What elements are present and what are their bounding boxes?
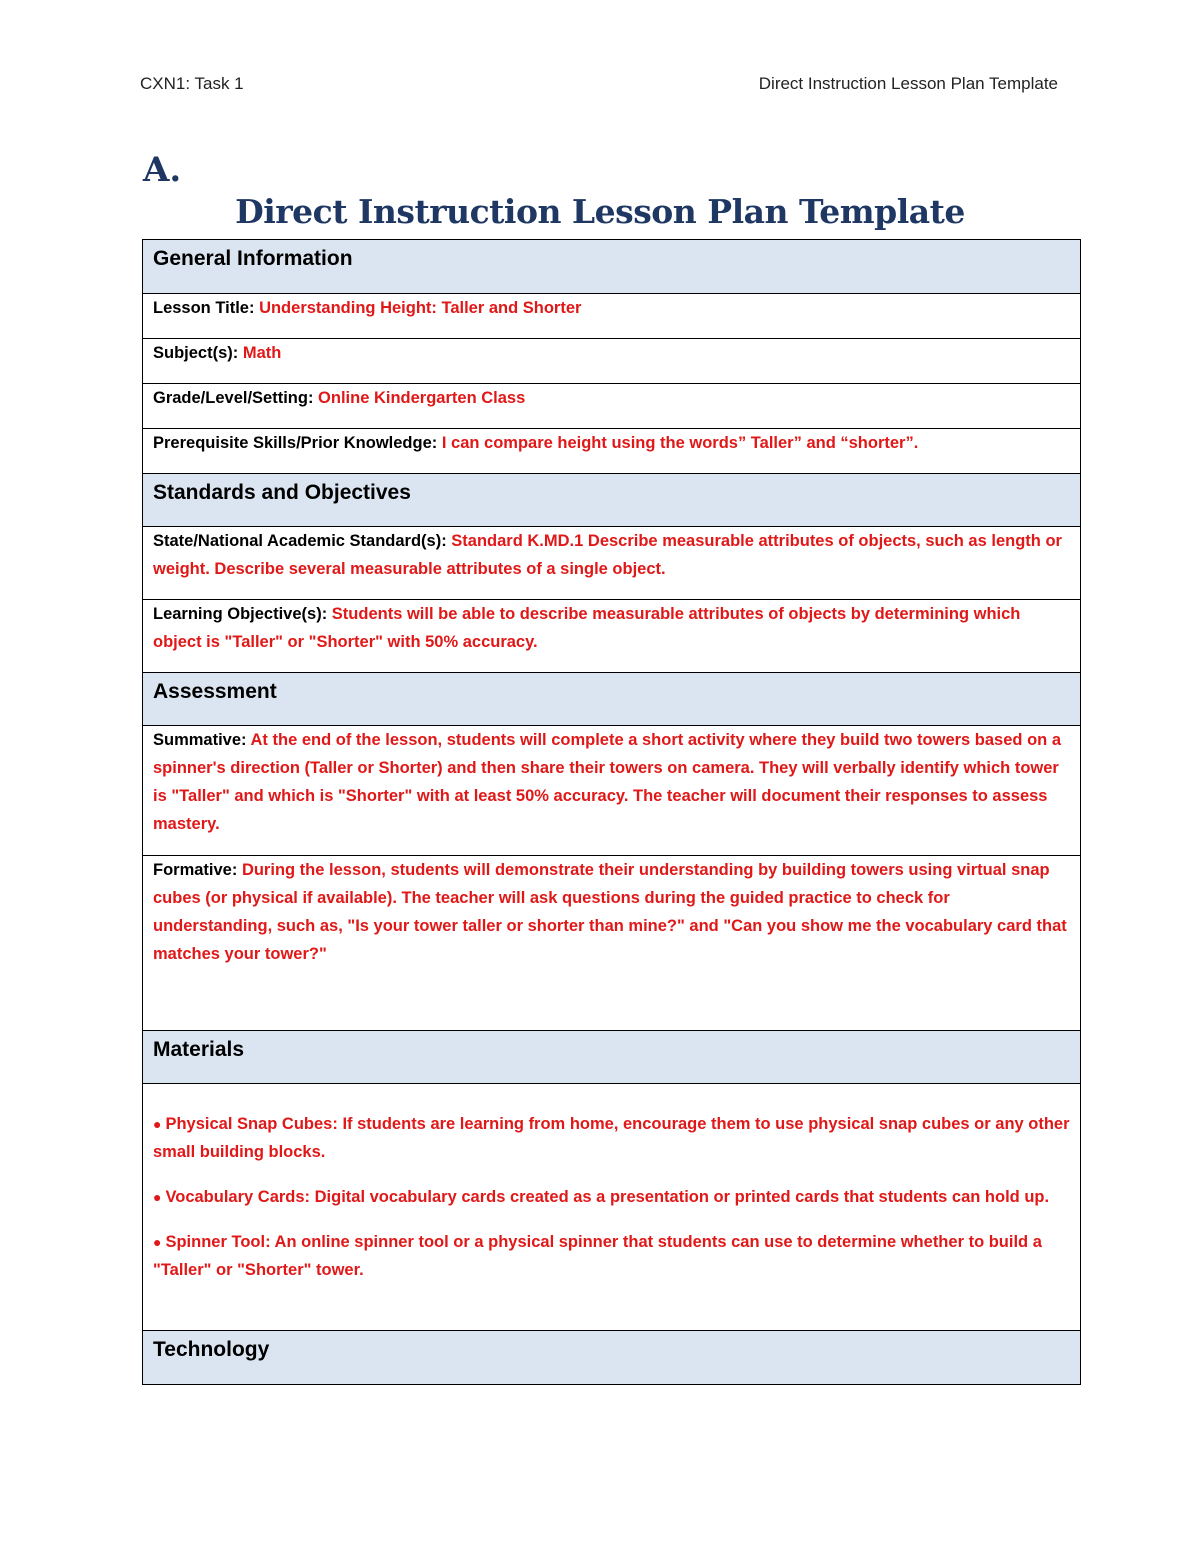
standard-value: Standard K.MD.1 Describe measurable attributes of objects, such as length or weight. Describe several measurable attributes of a single object. [153, 532, 1062, 578]
page-header-left: CXN1: Task 1 [140, 74, 244, 93]
bullet-icon: ● [153, 1189, 162, 1205]
materials-heading: Materials [143, 1031, 1081, 1084]
grade-value: Online Kindergarten Class [318, 389, 526, 407]
standard-row [143, 527, 1081, 600]
grade-label: Grade/Level/Setting: [153, 389, 319, 407]
materials-row [143, 1084, 1081, 1331]
standard-label: State/National Academic Standard(s): [153, 532, 452, 550]
subjects-label: Subject(s): [153, 344, 243, 362]
material-item: ● Physical Snap Cubes: If students are learning from home, encourage them to use physical snap cubes or any other small building blocks. [153, 1115, 1070, 1161]
summative-label: Summative: [153, 731, 251, 749]
section-heading-row [143, 240, 1081, 294]
material-item: ● Spinner Tool: An online spinner tool or a physical spinner that students can use to determine whether to build a "Taller" or "Shorter" tower. [153, 1233, 1042, 1279]
prerequisite-value: I can compare height using the words” Taller” and “shorter”. [441, 434, 919, 452]
document-title: Direct Instruction Lesson Plan Template [235, 192, 965, 231]
grade-row [143, 384, 1081, 429]
section-heading-row [143, 474, 1081, 527]
objective-row [143, 600, 1081, 673]
subjects-value: Math [242, 344, 282, 362]
lesson-title-value: Understanding Height: Taller and Shorter [259, 299, 582, 317]
page-header-right: Direct Instruction Lesson Plan Template [758, 74, 1058, 93]
subjects-row [143, 339, 1081, 384]
assessment-heading: Assessment [143, 673, 1081, 726]
section-heading-row [143, 673, 1081, 726]
technology-heading: Technology [143, 1331, 1081, 1385]
section-heading-row [143, 1031, 1081, 1084]
summative-value: At the end of the lesson, students will complete a short activity where they build two towers based on a spinner's direction (Taller or Shorter) and then share their towers on camera. They will verbally identify which tower is "Taller" and which is "Shorter" with at least 50% accuracy. The teacher will document their responses to assess mastery. [153, 731, 1061, 833]
section-heading-row [143, 1331, 1081, 1385]
formative-label: Formative: [153, 861, 242, 879]
section-letter: A. [143, 150, 182, 190]
standards-objectives-heading: Standards and Objectives [143, 474, 1081, 527]
prerequisite-row [143, 429, 1081, 474]
formative-value: During the lesson, students will demonstrate their understanding by building towers using virtual snap cubes (or physical if available). The teacher will ask questions during the guided practice to check for understanding, such as, "Is your tower taller or shorter than mine?" and "Can you show me the vocabulary card that matches your tower?" [153, 861, 1067, 963]
prerequisite-label: Prerequisite Skills/Prior Knowledge: [153, 434, 442, 452]
summative-row [143, 726, 1081, 856]
general-information-heading: General Information [143, 240, 1081, 294]
lesson-title-row [143, 294, 1081, 339]
objective-value: Students will be able to describe measurable attributes of objects by determining which object is "Taller" or "Shorter" with 50% accuracy. [153, 605, 1021, 651]
objective-label: Learning Objective(s): [153, 605, 332, 623]
bullet-icon: ● [153, 1234, 162, 1250]
lesson-plan-table [142, 239, 1081, 1385]
formative-row [143, 856, 1081, 1031]
bullet-icon: ● [153, 1116, 162, 1132]
material-item: ● Vocabulary Cards: Digital vocabulary cards created as a presentation or printed cards that students can hold up. [153, 1188, 1050, 1206]
lesson-title-label: Lesson Title: [153, 299, 260, 317]
